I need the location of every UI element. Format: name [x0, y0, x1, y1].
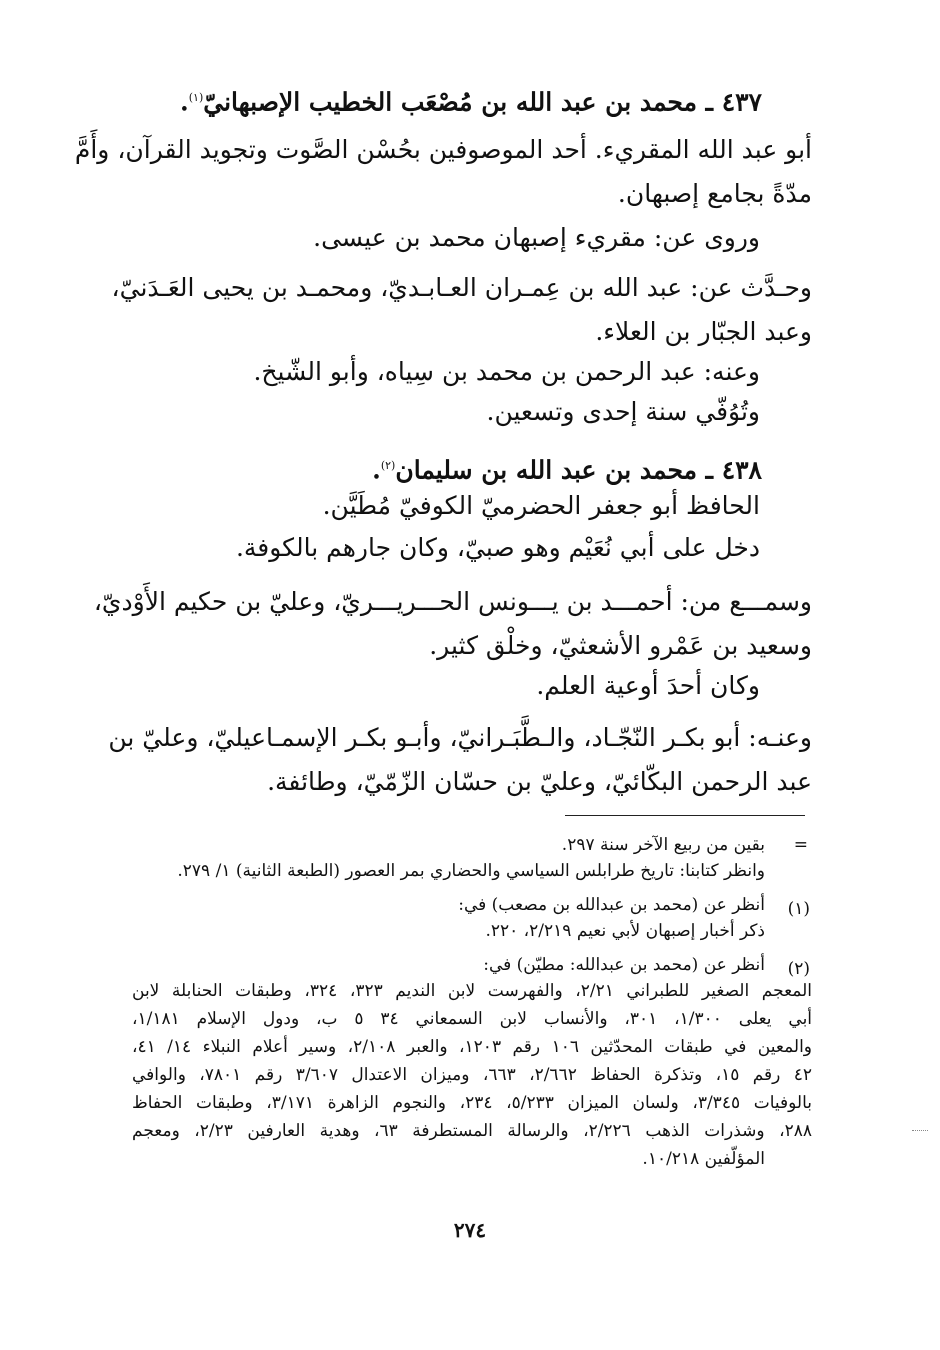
- body-line: [93, 584, 812, 620]
- body-line-text: وتُوُفّي سنة إحدى وتسعين.: [486, 397, 760, 426]
- footnote-line-text: بالوفيات ٣/٣٤٥، ولسان الميزان ٥/٢٣٣، ٢٣٤، والنجوم الزاهرة ٣/١٧١، وطبقات الحفاظ: [132, 1093, 813, 1113]
- body-line: [236, 530, 760, 566]
- footnote-line: [132, 1034, 812, 1060]
- body-line-text: وسمـــع من: أحمـــد بن يـــونس الحـــريـــريّ، وعليّ بن حكيم الأَوْديّ،: [93, 587, 812, 616]
- body-line: [487, 394, 760, 430]
- footnote-marker: (١): [787, 899, 810, 919]
- footnote-line-text: ذكر أخبار إصبهان لأبي نعيم ٢/٢١٩، ٢٢٠.: [485, 921, 765, 941]
- footnote-line-text: والمعين في طبقات المحدّثين ١٠٦ رقم ١٢٠٣، والعبر ٢/١٠٨، وسير أعلام النبلاء ١٤/ ٤١،: [132, 1037, 813, 1057]
- body-line: [253, 354, 760, 390]
- body-line: [313, 220, 760, 256]
- body-line-text: وسعيد بن عَمْرو الأشعثيّ، وخلْق كثير.: [429, 631, 812, 660]
- footnote-divider: [565, 815, 805, 816]
- footnote-line: [132, 1062, 812, 1088]
- body-line-text: عبد الرحمن البكّائيّ، وعليّ بن حسّان الزّمّيّ، وطائفة.: [267, 767, 812, 796]
- body-line-text: دخل على أبي نُعَيْم وهو صبيّ، وكان جارهم بالكوفة.: [235, 533, 760, 562]
- body-line: [111, 270, 812, 306]
- footnote-line: [562, 832, 765, 858]
- footnote-line-text: بقين من ربيع الآخر سنة ٢٩٧.: [561, 835, 765, 855]
- body-line-text: وكان أحدَ أوعية العلم.: [536, 671, 760, 700]
- body-line-text: وحـدَّث عن: عبد الله بن عِمـران العـابـديّ، ومحمـد بن يحيى العَـدَنيّ،: [111, 273, 812, 302]
- body-line-text: أبو عبد الله المقريء. أحد الموصوفين بحُسْن الصَّوت وتجويد القرآن، وأَمَّ: [74, 135, 812, 164]
- footnote-line: [177, 858, 765, 884]
- page-number: ٢٧٤: [453, 1218, 487, 1242]
- footnote-line-text: وانظر كتابنا: تاريخ طرابلس السياسي والحضاري بمر العصور (الطبعة الثانية) ١/ ٢٧٩.: [177, 861, 765, 881]
- footnote-ref: (٢): [380, 459, 396, 472]
- entry-heading: [372, 448, 762, 488]
- footnote-line: [132, 1090, 812, 1116]
- body-line: [536, 668, 760, 704]
- footnote-marker: =: [793, 835, 808, 855]
- body-line-text: مدّةً بجامع إصبهان.: [617, 179, 812, 208]
- footnote-line-text: ٤٢ رقم ١٥، وتذكرة الحفاظ ٢/٦٦٢، ٦٦٣، وميزان الاعتدال ٣/٦٠٧ رقم ٧٨٠١، والوافي: [132, 1065, 813, 1085]
- body-line-text: وعبد الجبّار بن العلاء.: [595, 317, 812, 346]
- scan-artifact: [912, 1130, 928, 1132]
- footnote-line: [132, 1118, 812, 1144]
- footnote-line-text: المعجم الصغير للطبراني ٢/٢١، والفهرست لابن النديم ٣٢٣، ٣٢٤، وطبقات الحنابلة لابن: [132, 981, 812, 1001]
- heading-period: .: [180, 87, 189, 117]
- footnote-line: [132, 1006, 812, 1032]
- footnote-line-text: ٢٨٨، وشذرات الذهب ٢/٢٢٦، والرسالة المستطرفة ٦٣، وهدية العارفين ٢/٢٣، ومعجم: [132, 1121, 812, 1141]
- footnote-ref: (١): [188, 91, 204, 104]
- heading-period: .: [372, 455, 381, 485]
- footnote-line-text: المؤلّفين ١٠/٢١٨.: [642, 1149, 765, 1169]
- footnote-line: [485, 918, 765, 944]
- entry-heading-text: ٤٣٧ ـ محمد بن عبد الله بن مُصْعَب الخطيب الإصبهانيّ: [203, 87, 762, 117]
- entry-heading: [180, 80, 762, 120]
- body-line: [595, 314, 812, 350]
- body-line: [74, 132, 812, 168]
- body-line: [323, 488, 760, 524]
- body-line-text: وروى عن: مقريء إصبهان محمد بن عيسى.: [313, 223, 760, 252]
- entry-heading-text: ٤٣٨ ـ محمد بن عبد الله بن سليمان: [395, 455, 762, 485]
- body-line-text: الحافظ أبو جعفر الحضرميّ الكوفيّ مُطَيَّن.: [322, 491, 760, 520]
- body-line: [429, 628, 812, 664]
- footnote-line: [132, 978, 812, 1004]
- footnote-line: [458, 892, 765, 918]
- footnote-line-text: أنظر عن (محمد بن عبدالله: مطيّن) في:: [483, 955, 765, 975]
- body-line: [618, 176, 812, 212]
- footnote-line-text: أنظر عن (محمد بن عبدالله بن مصعب) في:: [458, 895, 765, 915]
- footnote-line-text: أبي يعلى ١/٣٠٠، ٣٠١، والأنساب لابن السمعاني ٣٤ ٥ ب، ودول الإسلام ١/١٨١،: [132, 1009, 813, 1029]
- footnote-line: [483, 952, 765, 978]
- footnote-line: [642, 1146, 765, 1172]
- footnote-marker: (٢): [787, 959, 810, 979]
- body-line-text: وعنه: عبد الرحمن بن محمد بن سِياه، وأبو الشّيخ.: [253, 357, 760, 386]
- body-line: [108, 720, 812, 756]
- body-line-text: وعنـه: أبو بكـر النّجّـاد، والـطَّبَـرانيّ، وأبـو بكـر الإسمـاعيليّ، وعليّ بن: [108, 723, 812, 752]
- body-line: [267, 764, 812, 800]
